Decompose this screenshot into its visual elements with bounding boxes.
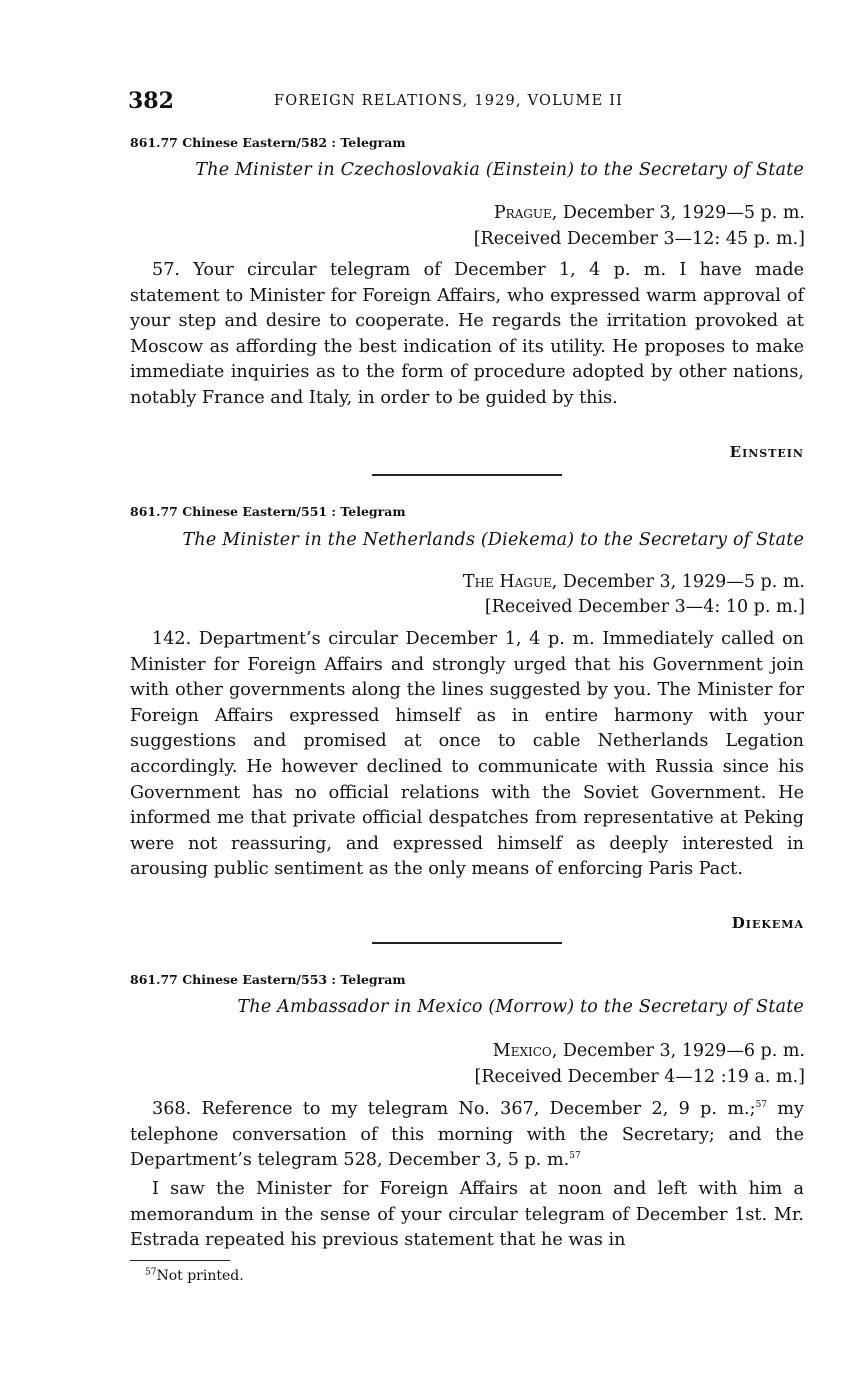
dateline-place: Prague	[493, 203, 552, 223]
dateline-date: , December 3, 1929—5 p. m.	[551, 203, 805, 223]
received-line: [Received December 4—12 :19 a. m.]	[474, 1067, 805, 1087]
footnote-mark: 57	[145, 1267, 157, 1278]
dateline	[494, 203, 805, 223]
telegram-body: 142. Department’s circular December 1, 4 p. m. Immediately called on Minister for Foreign Affairs and strongly urged that his Government join with other governments along the lines suggested by you. The Minister for Foreign Affairs expressed himself as in entire harmony with your suggestions and promised at once to cable Netherlands Legation accordingly. He however declined to communicate with Russia since his Government has no official relations with the Soviet Government. He informed me that private official despatches from representative at Peking were not reassuring, and expressed himself as deeply interested in arousing public sentiment as the only means of enforcing Paris Pact.	[130, 629, 804, 880]
page-number: 382	[128, 88, 174, 114]
file-reference: 861.77 Chinese Eastern/582 : Telegram	[130, 135, 406, 150]
body-text-part: 368. Reference to my telegram No. 367, December 2, 9 p. m.;	[152, 1099, 756, 1119]
telegram-body	[130, 1097, 804, 1174]
section-divider	[372, 942, 562, 944]
received-line: [Received December 3—4: 10 p. m.]	[484, 597, 805, 617]
dateline-date: , December 3, 1929—6 p. m.	[551, 1041, 805, 1061]
dateline-place: The Hague	[462, 572, 552, 592]
telegram-body: 57. Your circular telegram of December 1, 4 p. m. I have made statement to Minister for Foreign Affairs, who expressed warm approval of your step and desire to cooperate. He regards the irritation provoked at Moscow as affording the best indication of its utility. He proposes to make immediate inquiries as to the form of procedure adopted by other nations, notably France and Italy, in order to be guided by this.	[130, 260, 804, 408]
footnote-divider	[130, 1260, 230, 1261]
section-divider	[372, 474, 562, 476]
signature: Diekema	[731, 914, 804, 932]
file-reference: 861.77 Chinese Eastern/553 : Telegram	[130, 972, 406, 987]
dateline-place: Mexico	[492, 1041, 552, 1061]
footnote-reference: 57	[755, 1100, 768, 1111]
dateline-date: , December 3, 1929—5 p. m.	[551, 572, 805, 592]
file-reference: 861.77 Chinese Eastern/551 : Telegram	[130, 504, 406, 519]
document-title: The Ambassador in Mexico (Morrow) to the Secretary of State	[237, 997, 804, 1017]
running-title: FOREIGN RELATIONS, 1929, VOLUME II	[274, 93, 624, 109]
telegram-body-continued: I saw the Minister for Foreign Affairs at noon and left with him a memorandum in the sense of your circular telegram of December 1st. Mr. Estrada repeated his previous statement that he was in	[130, 1179, 804, 1251]
page-header	[128, 88, 804, 118]
footnote-text: Not printed.	[156, 1268, 244, 1284]
document-title: The Minister in the Netherlands (Diekema) to the Secretary of State	[182, 530, 804, 550]
footnote-reference: 57	[569, 1151, 581, 1162]
document-title: The Minister in Czechoslovakia (Einstein) to the Secretary of State	[195, 160, 804, 180]
body-text-part: my telephone conversation of this morning with the Secretary; and the Department’s telegram 528, December 3, 5 p. m.	[130, 1099, 804, 1171]
footnote	[145, 1268, 244, 1284]
received-line: [Received December 3—12: 45 p. m.]	[473, 229, 805, 249]
signature: Einstein	[729, 443, 804, 461]
dateline	[463, 572, 805, 592]
dateline	[493, 1041, 805, 1061]
